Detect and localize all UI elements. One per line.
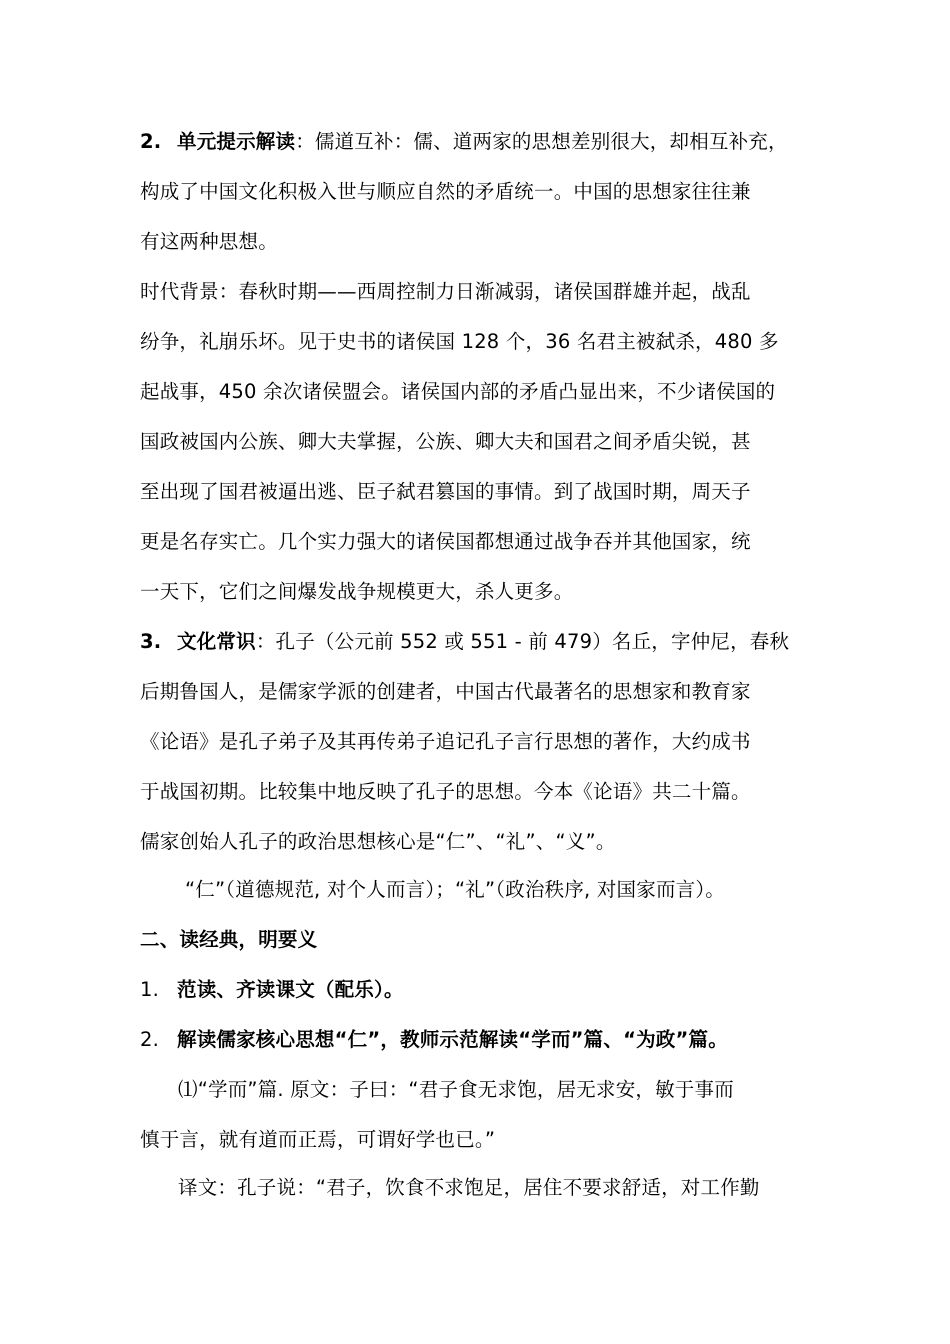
section-3-line-4: 于战国初期。比较集中地反映了孔子的思想。今本《论语》共二十篇。 xyxy=(140,780,751,803)
section-2-number: 2. xyxy=(140,130,162,153)
section-3-number: 3. xyxy=(140,630,162,653)
passage-1-line-3: 译文：孔子说：“君子，饮食不求饱足，居住不要求舒适，对工作勤 xyxy=(178,1176,760,1199)
section-2-line-1 xyxy=(140,128,788,156)
background-line-2: 纷争，礼崩乐坏。见于史书的诸侯国 128 个，36 名君主被弑杀，480 多 xyxy=(140,330,779,353)
heading-2: 二、读经典，明要义 xyxy=(140,928,318,951)
passage-1-line-2: 慎于言，就有道而正焉，可谓好学也已。” xyxy=(140,1128,496,1151)
section-2-text: ：儒道互补：儒、道两家的思想差别很大，却相互补充， xyxy=(295,130,788,153)
item-2-text: 解读儒家核心思想“仁”，教师示范解读“学而”篇、“为政”篇。 xyxy=(177,1028,728,1051)
section-3-line-3: 《论语》是孔子弟子及其再传弟子追记孔子言行思想的著作，大约成书 xyxy=(140,730,751,753)
item-2-number: 2. xyxy=(140,1028,160,1051)
background-line-1: 时代背景：春秋时期——西周控制力日渐减弱，诸侯国群雄并起，战乱 xyxy=(140,280,751,303)
background-line-6: 更是名存实亡。几个实力强大的诸侯国都想通过战争吞并其他国家，统 xyxy=(140,530,751,553)
item-1-number: 1. xyxy=(140,978,160,1001)
background-line-5: 至出现了国君被逼出逃、臣子弑君篡国的事情。到了战国时期，周天子 xyxy=(140,480,751,503)
section-3-line-5: 儒家创始人孔子的政治思想核心是“仁”、“礼”、“义”。 xyxy=(140,830,616,853)
background-line-3: 起战事，450 余次诸侯盟会。诸侯国内部的矛盾凸显出来，不少诸侯国的 xyxy=(140,380,776,403)
item-2 xyxy=(140,1026,728,1054)
section-2-line-2: 构成了中国文化积极入世与顺应自然的矛盾统一。中国的思想家往往兼 xyxy=(140,180,751,203)
section-2-title: 单元提示解读 xyxy=(177,130,296,153)
background-line-4: 国政被国内公族、卿大夫掌握，公族、卿大夫和国君之间矛盾尖锐，甚 xyxy=(140,430,751,453)
section-3-line-2: 后期鲁国人，是儒家学派的创建者，中国古代最著名的思想家和教育家 xyxy=(140,680,751,703)
section-3-title: 文化常识 xyxy=(177,630,256,653)
passage-1-line-1: ⑴“学而”篇. 原文：子曰：“君子食无求饱，居无求安，敏于事而 xyxy=(178,1078,734,1101)
section-2-line-3: 有这两种思想。 xyxy=(140,230,278,253)
section-3-line-6: “仁”（道德规范, 对个人而言）；“礼”（政治秩序, 对国家而言）。 xyxy=(185,878,726,901)
background-line-7: 一天下，它们之间爆发战争规模更大，杀人更多。 xyxy=(140,580,574,603)
item-1-text: 范读、齐读课文（配乐）。 xyxy=(177,978,404,1001)
item-1 xyxy=(140,976,404,1004)
section-3-text: ：孔子（公元前 552 或 551 - 前 479）名丘，字仲尼，春秋 xyxy=(255,630,790,653)
section-3-line-1 xyxy=(140,628,789,656)
